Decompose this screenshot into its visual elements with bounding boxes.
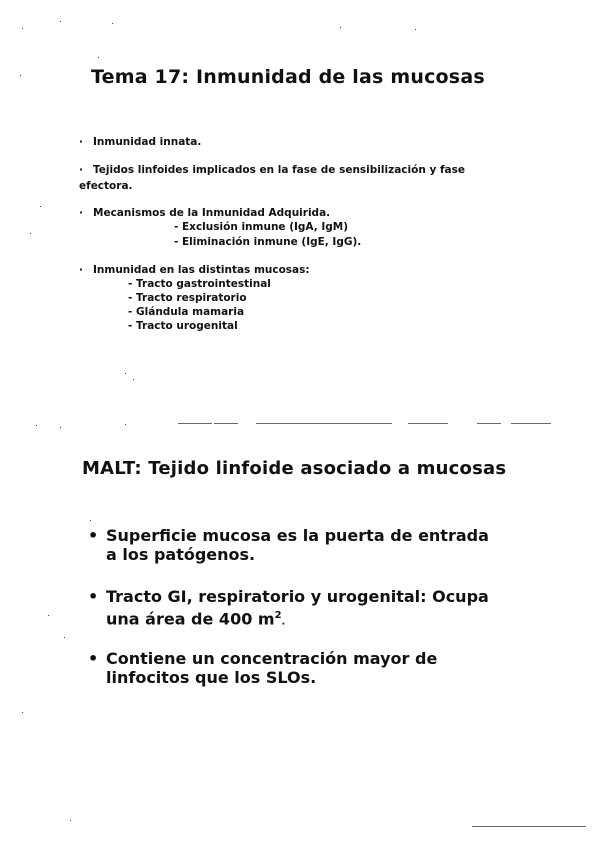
sub-item-immune-elimination: - Eliminación inmune (IgE, IgG).	[174, 236, 362, 248]
bullet-lymphoid-tissues-line2: efectora.	[79, 180, 133, 192]
bullet-dot: •	[88, 587, 99, 606]
bullet-dot: ·	[79, 164, 83, 176]
bullet-lymphocyte-concentration: Contiene un concentración mayor de linfocitos que los SLOs.	[106, 649, 438, 687]
slide-1-title: Tema 17: Inmunidad de las mucosas	[91, 66, 485, 88]
bullet-dot: ·	[79, 207, 83, 219]
bullet-lymphoid-tissues-line1: Tejidos linfoides implicados en la fase de sensibilización y fase	[93, 164, 465, 176]
area-text: una área de 400 m	[106, 609, 275, 629]
area-superscript: 2	[274, 610, 282, 621]
sub-item-urogenital: - Tracto urogenital	[128, 320, 238, 332]
bullet-acquired-immunity: Mecanismos de la Inmunidad Adquirida.	[93, 207, 331, 219]
bullet-tract-area-line2	[106, 606, 285, 631]
sub-item-immune-exclusion: - Exclusión inmune (IgA, IgM)	[174, 221, 349, 233]
sub-item-mammary-gland: - Glándula mamaria	[128, 306, 245, 318]
bullet-dot: •	[88, 649, 99, 668]
slide-2-title: MALT: Tejido linfoide asociado a mucosas	[82, 458, 507, 479]
bullet-dot: ·	[79, 136, 83, 148]
bullet-mucosal-surface: Superficie mucosa es la puerta de entrada a los patógenos.	[106, 526, 489, 564]
sub-item-gastrointestinal: - Tracto gastrointestinal	[128, 278, 271, 290]
bullet-dot: ·	[79, 264, 83, 276]
bullet-innate-immunity: Inmunidad innata.	[93, 136, 202, 148]
sub-item-respiratory: - Tracto respiratorio	[128, 292, 247, 304]
bullet-mucosal-immunity: Inmunidad en las distintas mucosas:	[93, 264, 310, 276]
bullet-dot: •	[88, 526, 99, 545]
bullet-tract-area-line1: Tracto GI, respiratorio y urogenital: Ocupa	[106, 587, 489, 606]
area-period: .	[281, 616, 286, 628]
